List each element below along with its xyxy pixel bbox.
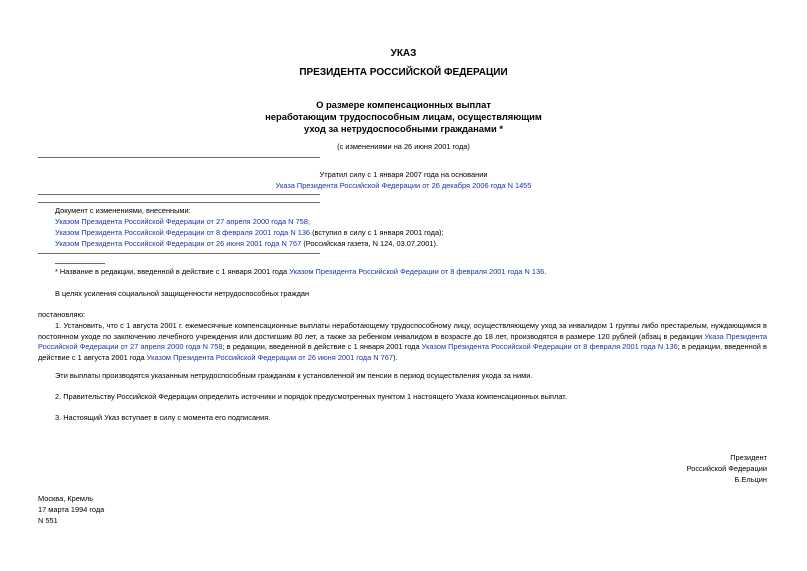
paragraph-payments: Эти выплаты производятся указанным нетрудоспособным гражданам к установленной им пенсии в период осуществления ухода за ними. — [55, 371, 533, 380]
divider — [38, 157, 320, 158]
paragraph-1-text: ; в редакции, введенной в действие с 1 августа 2001 года — [38, 342, 767, 362]
changes-item-link[interactable]: Указом Президента Российской Федерации от 27 апреля 2000 года N 758; — [55, 217, 310, 226]
decree-number: N 551 — [38, 516, 58, 525]
footnote-prefix: * Название в редакции, введенной в действие с 1 января 2001 года — [55, 267, 290, 276]
paragraph-1-link[interactable]: Указом Президента Российской Федерации от 8 февраля 2001 года N 136 — [421, 342, 678, 352]
expired-link[interactable]: Указа Президента Российской Федерации от 26 декабря 2006 года N 1455 — [275, 181, 532, 190]
paragraph-3: 3. Настоящий Указ вступает в силу с момента его подписания. — [55, 413, 271, 422]
expired-notice: Утратил силу с 1 января 2007 года на основании — [319, 170, 488, 179]
paragraph-2: 2. Правительству Российской Федерации определить источники и порядок предусмотренных пунктом 1 настоящего Указа компенсационных выплат. — [55, 392, 567, 401]
place-city: Москва, Кремль — [38, 494, 94, 503]
place-date: 17 марта 1994 года — [38, 505, 105, 514]
divider — [38, 253, 320, 254]
changes-item-link[interactable]: Указом Президента Российской Федерации от 8 февраля 2001 года N 136 — [55, 228, 311, 237]
changes-item-tail: (вступил в силу с 1 января 2001 года); — [310, 228, 444, 237]
footnote-divider — [55, 263, 105, 264]
preamble: В целях усиления социальной защищенности нетрудоспособных граждан — [55, 289, 310, 298]
changes-item — [55, 239, 438, 250]
footnote-suffix: . — [544, 267, 547, 276]
divider — [38, 202, 320, 203]
decree-title: УКАЗ — [390, 48, 417, 59]
footnote-link[interactable]: Указом Президента Российской Федерации от 8 февраля 2001 года N 136 — [289, 267, 545, 276]
decree-subtitle-line2: неработающим трудоспособным лицам, осуществляющим — [265, 111, 542, 122]
paragraph-1-link[interactable]: Указа Президента Российской Федерации от 27 апреля 2000 года N 758 — [38, 331, 767, 352]
decree-issuer: ПРЕЗИДЕНТА РОССИЙСКОЙ ФЕДЕРАЦИИ — [299, 67, 508, 78]
decree-subtitle-line1: О размере компенсационных выплат — [316, 99, 491, 110]
changes-heading: Документ с изменениями, внесенными: — [55, 206, 191, 215]
footnote — [55, 267, 546, 278]
signature-name: Б.Ельцин — [734, 475, 767, 484]
decree-subtitle-line3: уход за нетрудоспособными гражданами * — [304, 123, 503, 134]
paragraph-1-link[interactable]: Указом Президента Российской Федерации от 26 июня 2001 года N 767 — [146, 352, 393, 362]
signature-title: Президент — [730, 453, 767, 462]
paragraph-1-text: 1. Установить, что с 1 августа 2001 г. ежемесячные компенсационные выплаты неработающему трудоспособному лицу, осуществляющему уход за инвалидом 1 группы либо престарелым, нуждающимся в постоянном уходе по заключению лечебного учреждения или достигшим 80 лет, а также за ребенком инвалидом в возрасте до 18 лет, производятся в размере 120 рублей (абзац в редакции — [38, 321, 767, 341]
decree-word: постановляю: — [38, 310, 86, 319]
paragraph-1-text: ). — [393, 352, 398, 362]
paragraph-1 — [38, 321, 767, 363]
changes-note: (с изменениями на 26 июня 2001 года) — [337, 142, 470, 151]
changes-item-tail: (Российская газета, N 124, 03.07.2001). — [301, 239, 438, 248]
paragraph-1-text: ; в редакции, введенной в действие с 1 января 2001 года — [222, 342, 422, 352]
changes-item — [55, 217, 310, 228]
signature-org: Российской Федерации — [686, 464, 767, 473]
changes-item-link[interactable]: Указом Президента Российской Федерации от 26 июня 2001 года N 767 — [55, 239, 302, 248]
changes-item — [55, 228, 444, 239]
divider — [38, 194, 320, 195]
